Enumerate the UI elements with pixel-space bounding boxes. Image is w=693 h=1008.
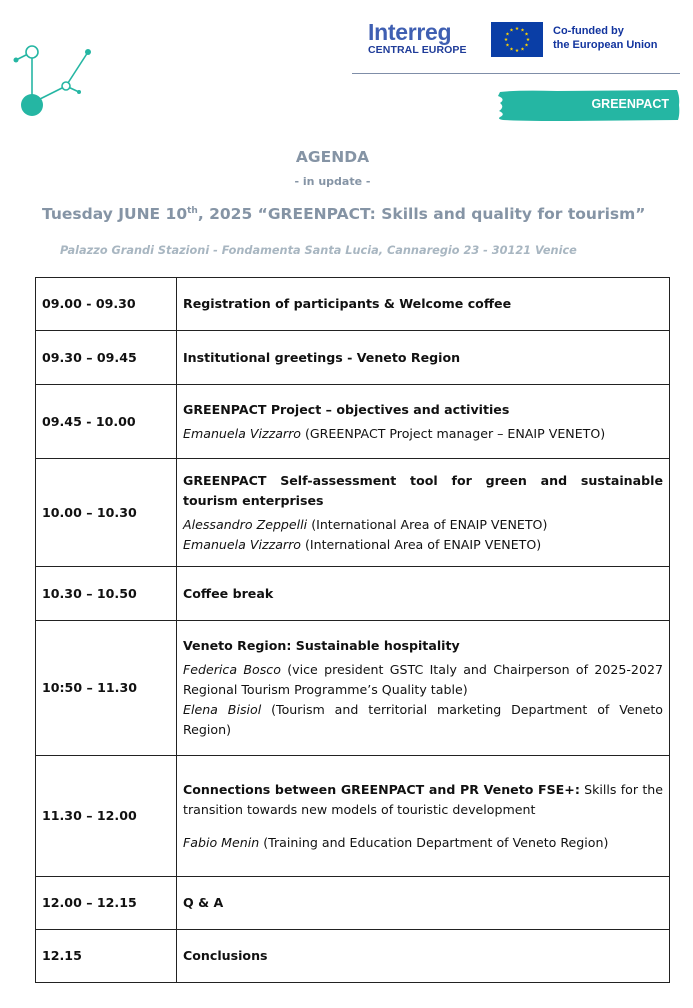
- row-description: [177, 930, 670, 983]
- event-title: [42, 205, 645, 223]
- row-description: [177, 331, 670, 385]
- row-description: [177, 756, 670, 877]
- speaker-name: Federica Bosco: [183, 662, 281, 677]
- row-time: 09.00 - 09.30: [36, 278, 177, 331]
- interreg-region: CENTRAL EUROPE: [368, 44, 467, 56]
- table-row: [36, 877, 670, 930]
- speaker-name: Alessandro Zeppelli: [183, 516, 308, 532]
- table-row: [36, 567, 670, 621]
- speaker: [183, 833, 663, 853]
- cofunded-eu-text: [553, 24, 658, 52]
- speaker-role: (GREENPACT Project manager – ENAIP VENETO): [301, 425, 606, 441]
- interreg-logo: [368, 20, 478, 56]
- row-time: 09.45 - 10.00: [36, 385, 177, 459]
- speaker-role: (Tourism and territorial marketing Department of Veneto Region): [183, 702, 663, 737]
- speaker-role: (Training and Education Department of Veneto Region): [259, 834, 609, 850]
- row-title-rest: Skills for the transition towards new models of touristic development: [183, 781, 663, 817]
- row-description: [177, 621, 670, 756]
- table-row: [36, 756, 670, 877]
- speaker-role: (vice president GSTC Italy and Chairperson of 2025-2027 Regional Tourism Programme’s Quality table): [183, 662, 663, 697]
- table-row: [36, 459, 670, 567]
- table-row: [36, 385, 670, 459]
- agenda-title: AGENDA: [295, 148, 370, 166]
- row-title: GREENPACT Project – objectives and activities: [183, 401, 510, 417]
- row-title-bold: Connections between GREENPACT and PR Veneto FSE+:: [183, 781, 580, 797]
- row-description: [177, 459, 670, 567]
- row-time: 10.30 – 10.50: [36, 567, 177, 621]
- agenda-table: [35, 277, 670, 983]
- speaker: [183, 535, 663, 555]
- speaker: [183, 515, 663, 535]
- speaker: [183, 424, 663, 444]
- table-row: [36, 278, 670, 331]
- cofunded-line-1: Co-funded by: [553, 25, 624, 37]
- row-title: Veneto Region: Sustainable hospitality: [183, 638, 460, 653]
- interreg-word: Interreg: [368, 19, 452, 45]
- event-date: Tuesday JUNE 10: [42, 205, 188, 223]
- row-title: Registration of participants & Welcome coffee: [183, 296, 512, 311]
- row-description: [177, 278, 670, 331]
- row-description: [177, 877, 670, 930]
- table-row: [36, 331, 670, 385]
- row-time: 12.00 – 12.15: [36, 877, 177, 930]
- row-title: Q & A: [183, 895, 224, 910]
- event-date-suffix: th: [187, 205, 198, 216]
- row-title: Institutional greetings - Veneto Region: [183, 349, 461, 365]
- row-title: Conclusions: [183, 948, 268, 963]
- speaker-name: Fabio Menin: [183, 834, 260, 850]
- row-time: 12.15: [36, 930, 177, 983]
- speaker-name: Elena Bisiol: [183, 702, 262, 717]
- speaker-role: (International Area of ENAIP VENETO): [301, 536, 542, 552]
- row-time: 10:50 – 11.30: [36, 621, 177, 756]
- row-description: [177, 567, 670, 621]
- row-description: [177, 385, 670, 459]
- row-time: 10.00 – 10.30: [36, 459, 177, 567]
- row-title: Coffee break: [183, 585, 274, 601]
- agenda-subtitle: - in update -: [294, 175, 371, 188]
- event-venue: Palazzo Grandi Stazioni - Fondamenta Santa Lucia, Cannaregio 23 - 30121 Venice: [60, 244, 577, 257]
- table-row: [36, 930, 670, 983]
- speaker: [183, 660, 663, 700]
- greenpact-network-logo: [12, 40, 97, 125]
- row-title: [183, 780, 663, 820]
- speaker-name: Emanuela Vizzarro: [183, 425, 301, 441]
- speaker-role: (International Area of ENAIP VENETO): [307, 516, 548, 532]
- cofunded-line-2: the European Union: [553, 39, 658, 51]
- greenpact-banner-label: GREENPACT: [591, 97, 669, 111]
- header-divider: [352, 73, 680, 74]
- row-title: GREENPACT Self-assessment tool for green and sustainable tourism enterprises: [183, 472, 663, 508]
- row-time: 11.30 – 12.00: [36, 756, 177, 877]
- event-name: , 2025 “GREENPACT: Skills and quality for tourism”: [197, 205, 646, 223]
- speaker: [183, 700, 663, 740]
- table-row: [36, 621, 670, 756]
- row-time: 09.30 – 09.45: [36, 331, 177, 385]
- eu-flag-icon: [491, 22, 543, 57]
- speaker-name: Emanuela Vizzarro: [183, 536, 301, 552]
